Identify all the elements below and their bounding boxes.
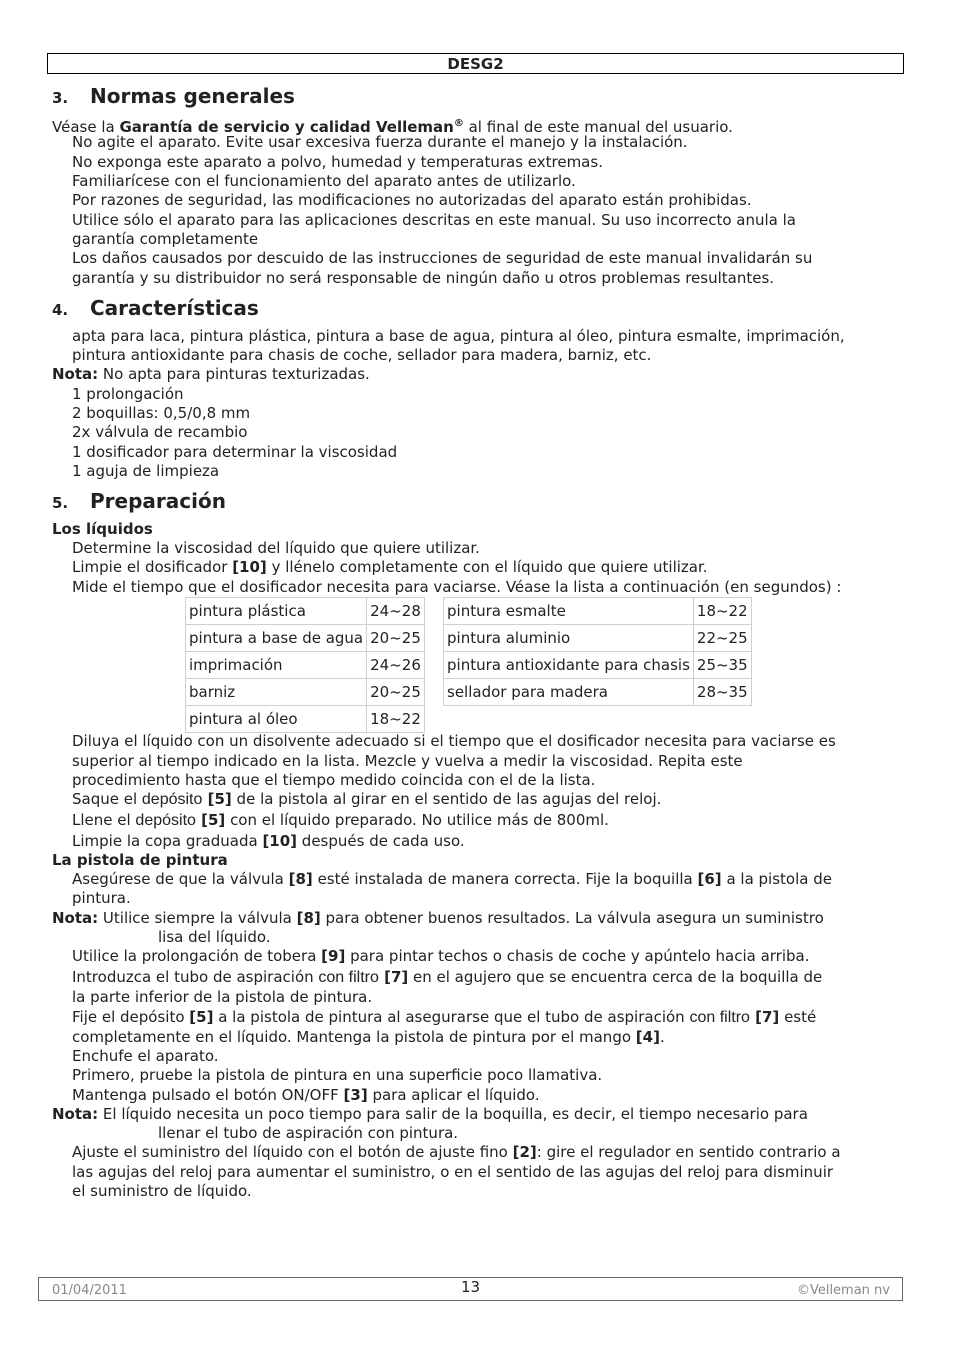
hold-button-line: Mantenga pulsado el botón ON/OFF [3] para aplicar el líquido.: [72, 1086, 540, 1104]
table-row: [186, 652, 425, 679]
paint-type-cell: sellador para madera: [444, 679, 694, 706]
general-rule-line: Los daños causados por descuido de las instrucciones de seguridad de este manual invalidarán su: [72, 249, 813, 267]
table-row: [444, 679, 752, 706]
features-line-2: pintura antioxidante para chasis de coche, sellador para madera, barniz, etc.: [72, 346, 652, 364]
table-row: [444, 598, 752, 625]
section-3-intro: Véase la Garantía de servicio y calidad Velleman® al final de este manual del usuario.: [52, 118, 733, 136]
paint-type-cell: pintura a base de agua: [186, 625, 367, 652]
paint-type-cell: pintura antioxidante para chasis: [444, 652, 694, 679]
general-rule-line: No exponga este aparato a polvo, humedad y temperaturas extremas.: [72, 153, 603, 171]
table-row: [186, 706, 425, 733]
viscosity-time-cell: 24~26: [367, 652, 425, 679]
paint-type-cell: pintura esmalte: [444, 598, 694, 625]
viscosity-time-cell: 18~22: [367, 706, 425, 733]
note-valve-cont: lisa del líquido.: [158, 928, 271, 946]
viscosity-time-cell: 18~22: [693, 598, 751, 625]
document-header: [47, 53, 904, 74]
viscosity-table-left: [185, 597, 425, 733]
paint-type-cell: pintura al óleo: [186, 706, 367, 733]
model-name: DESG2: [447, 55, 504, 73]
note-delay: Nota: El líquido necesita un poco tiempo para salir de la boquilla, es decir, el tiempo necesario para: [52, 1105, 808, 1123]
table-row: [186, 625, 425, 652]
general-rule-line: Familiarícese con el funcionamiento del aparato antes de utilizarlo.: [72, 172, 576, 190]
document-footer: [38, 1277, 903, 1301]
section-4-heading: 4. Características: [52, 296, 259, 320]
note-delay-cont: llenar el tubo de aspiración con pintura.: [158, 1124, 459, 1142]
general-rule-line: No agite el aparato. Evite usar excesiva fuerza durante el manejo y la instalación.: [72, 133, 688, 151]
features-note: Nota: No apta para pinturas texturizadas.: [52, 365, 370, 383]
remove-tank-line: Saque el depósito [5] de la pistola al girar en el sentido de las agujas del reloj.: [72, 790, 662, 808]
viscosity-time-cell: 25~35: [693, 652, 751, 679]
fill-tank-line: Llene el depósito [5] con el líquido preparado. No utilice más de 800ml.: [72, 811, 609, 829]
general-rule-line: Utilice sólo el aparato para las aplicaciones descritas en este manual. Su uso incorrecto anula la: [72, 211, 796, 229]
table-row: [444, 625, 752, 652]
paint-type-cell: pintura aluminio: [444, 625, 694, 652]
valve-line-1: Asegúrese de que la válvula [8] esté instalada de manera correcta. Fije la boquilla [6] a la pistola de: [72, 870, 832, 888]
attach-tank-line-2: completamente en el líquido. Mantenga la pistola de pintura por el mango [4].: [72, 1028, 665, 1046]
dilute-line-3: procedimiento hasta que el tiempo medido coincida con el de la lista.: [72, 771, 596, 789]
general-rule-line: garantía completamente: [72, 230, 259, 248]
attach-tank-line-1: Fije el depósito [5] a la pistola de pintura al asegurarse que el tubo de aspiración con filtro [7] esté: [72, 1008, 817, 1026]
clean-cup-line: Limpie la copa graduada [10] después de cada uso.: [72, 832, 465, 850]
subheading-liquids: Los líquidos: [52, 520, 153, 538]
test-surface-line: Primero, pruebe la pistola de pintura en una superficie poco llamativa.: [72, 1066, 603, 1084]
viscosity-time-cell: 20~25: [367, 625, 425, 652]
general-rule-line: Por razones de seguridad, las modificaciones no autorizadas del aparato están prohibidas.: [72, 191, 752, 209]
viscosity-table-right: [443, 597, 752, 706]
table-row: [444, 652, 752, 679]
section-5-heading: 5. Preparación: [52, 489, 226, 513]
adjust-line-3: el suministro de líquido.: [72, 1182, 252, 1200]
general-rule-line: garantía y su distribuidor no será responsable de ningún daño u otros problemas resultantes.: [72, 269, 775, 287]
table-row: [186, 679, 425, 706]
dilute-line-1: Diluya el líquido con un disolvente adecuado si el tiempo que el dosificador necesita para vaciarse es: [72, 732, 836, 750]
extension-line: Utilice la prolongación de tobera [9] para pintar techos o chasis de coche y apúntelo hacia arriba.: [72, 947, 810, 965]
paint-type-cell: pintura plástica: [186, 598, 367, 625]
footer-date: 01/04/2011: [52, 1283, 127, 1298]
viscosity-time-cell: 22~25: [693, 625, 751, 652]
dilute-line-2: superior al tiempo indicado en la lista. Mezcle y vuelva a medir la viscosidad. Repita este: [72, 752, 743, 770]
suction-tube-line-1: Introduzca el tubo de aspiración con filtro [7] en el agujero que se encuentra cerca de la boquilla de: [72, 968, 823, 986]
paint-type-cell: imprimación: [186, 652, 367, 679]
included-item: 1 dosificador para determinar la viscosidad: [72, 443, 398, 461]
liquids-step-3: Mide el tiempo que el dosificador necesita para vaciarse. Véase la lista a continuación (en segundos) :: [72, 578, 842, 596]
section-3-heading: 3. Normas generales: [52, 84, 295, 108]
note-valve: Nota: Utilice siempre la válvula [8] para obtener buenos resultados. La válvula asegura un suministro: [52, 909, 824, 927]
liquids-step-2: Limpie el dosificador [10] y llénelo completamente con el líquido que quiere utilizar.: [72, 558, 708, 576]
included-item: 2 boquillas: 0,5/0,8 mm: [72, 404, 251, 422]
plug-in-line: Enchufe el aparato.: [72, 1047, 219, 1065]
adjust-line-2: las agujas del reloj para aumentar el suministro, o en el sentido de las agujas del reloj para disminuir: [72, 1163, 834, 1181]
footer-copyright: ©Velleman nv: [796, 1283, 890, 1298]
included-item: 1 prolongación: [72, 385, 184, 403]
adjust-line-1: Ajuste el suministro del líquido con el botón de ajuste fino [2]: gire el regulador en sentido contrario a: [72, 1143, 841, 1161]
viscosity-time-cell: 24~28: [367, 598, 425, 625]
subheading-spray-gun: La pistola de pintura: [52, 851, 228, 869]
valve-line-2: pintura.: [72, 889, 131, 907]
suction-tube-line-2: la parte inferior de la pistola de pintura.: [72, 988, 373, 1006]
viscosity-time-cell: 20~25: [367, 679, 425, 706]
viscosity-time-cell: 28~35: [693, 679, 751, 706]
features-line-1: apta para laca, pintura plástica, pintura a base de agua, pintura al óleo, pintura esmalte, imprimación,: [72, 327, 845, 345]
included-item: 1 aguja de limpieza: [72, 462, 220, 480]
paint-type-cell: barniz: [186, 679, 367, 706]
included-item: 2x válvula de recambio: [72, 423, 248, 441]
table-row: [186, 598, 425, 625]
page-number: 13: [460, 1278, 481, 1296]
liquids-step-1: Determine la viscosidad del líquido que quiere utilizar.: [72, 539, 480, 557]
